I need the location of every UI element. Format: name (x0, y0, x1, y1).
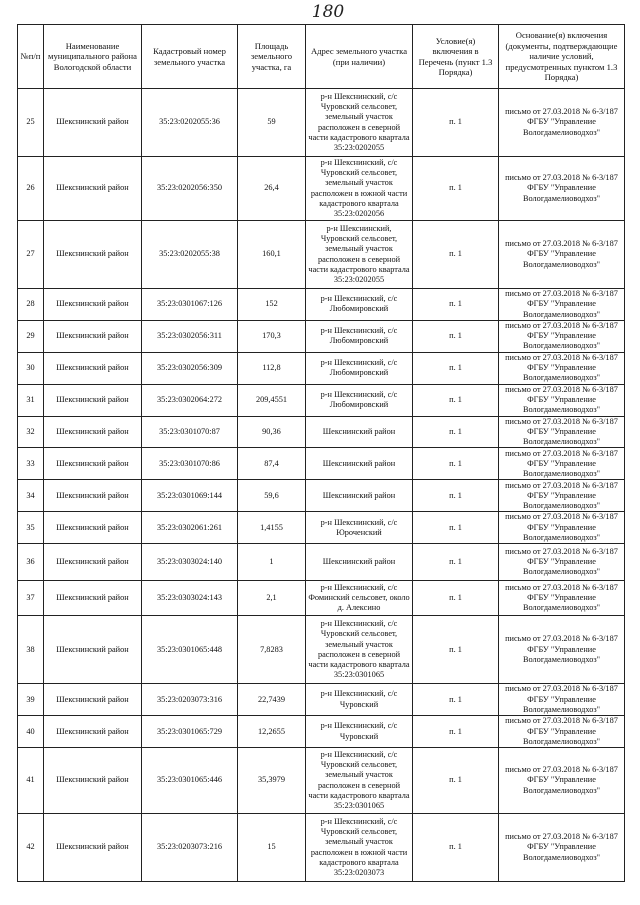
basis-cell: письмо от 27.03.2018 № 6-3/187 ФГБУ "Управление Вологдамелиоводхоз" (499, 289, 625, 321)
cadastral-cell: 35:23:0301065:729 (142, 716, 238, 748)
cadastral-cell: 35:23:0203073:316 (142, 684, 238, 716)
cadastral-cell: 35:23:0302056:309 (142, 352, 238, 384)
table-row (18, 157, 625, 221)
district-cell: Шекснинский район (44, 684, 142, 716)
row-number: 38 (18, 616, 44, 684)
row-number: 36 (18, 544, 44, 581)
address-cell: р-н Шекснинский, Чуровский сельсовет, земельный участок расположен в северной части кадастрового квартала 35:23:0202055 (306, 221, 413, 289)
cadastral-cell: 35:23:0202056:350 (142, 157, 238, 221)
basis-cell: письмо от 27.03.2018 № 6-3/187 ФГБУ "Управление Вологдамелиоводхоз" (499, 384, 625, 416)
basis-cell: письмо от 27.03.2018 № 6-3/187 ФГБУ "Управление Вологдамелиоводхоз" (499, 352, 625, 384)
cadastral-cell: 35:23:0301069:144 (142, 480, 238, 512)
cadastral-cell: 35:23:0301065:446 (142, 748, 238, 814)
cadastral-cell: 35:23:0202055:36 (142, 89, 238, 157)
address-cell: Шекснинский район (306, 416, 413, 448)
area-cell: 35,3979 (238, 748, 306, 814)
address-cell: Шекснинский район (306, 480, 413, 512)
basis-cell: письмо от 27.03.2018 № 6-3/187 ФГБУ "Управление Вологдамелиоводхоз" (499, 716, 625, 748)
row-number: 27 (18, 221, 44, 289)
cadastral-cell: 35:23:0301070:86 (142, 448, 238, 480)
cadastral-cell: 35:23:0302064:272 (142, 384, 238, 416)
area-cell: 26,4 (238, 157, 306, 221)
district-cell: Шекснинский район (44, 616, 142, 684)
cadastral-cell: 35:23:0303024:140 (142, 544, 238, 581)
condition-cell: п. 1 (413, 512, 499, 544)
table-row (18, 480, 625, 512)
row-number: 39 (18, 684, 44, 716)
district-cell: Шекснинский район (44, 544, 142, 581)
basis-cell: письмо от 27.03.2018 № 6-3/187 ФГБУ "Управление Вологдамелиоводхоз" (499, 581, 625, 616)
district-cell: Шекснинский район (44, 384, 142, 416)
header-cell-condition: Условие(я) включения в Перечень (пункт 1.3 Порядка) (413, 25, 499, 89)
row-number: 31 (18, 384, 44, 416)
table-row (18, 289, 625, 321)
area-cell: 22,7439 (238, 684, 306, 716)
area-cell: 15 (238, 814, 306, 882)
area-cell: 90,36 (238, 416, 306, 448)
basis-cell: письмо от 27.03.2018 № 6-3/187 ФГБУ "Управление Вологдамелиоводхоз" (499, 89, 625, 157)
condition-cell: п. 1 (413, 616, 499, 684)
row-number: 42 (18, 814, 44, 882)
address-cell: р-н Шекснинский, с/с Любомировский (306, 320, 413, 352)
basis-cell: письмо от 27.03.2018 № 6-3/187 ФГБУ "Управление Вологдамелиоводхоз" (499, 157, 625, 221)
condition-cell: п. 1 (413, 544, 499, 581)
row-number: 29 (18, 320, 44, 352)
district-cell: Шекснинский район (44, 716, 142, 748)
district-cell: Шекснинский район (44, 416, 142, 448)
basis-cell: письмо от 27.03.2018 № 6-3/187 ФГБУ "Управление Вологдамелиоводхоз" (499, 616, 625, 684)
table-row (18, 512, 625, 544)
district-cell: Шекснинский район (44, 581, 142, 616)
condition-cell: п. 1 (413, 581, 499, 616)
row-number: 25 (18, 89, 44, 157)
district-cell: Шекснинский район (44, 352, 142, 384)
basis-cell: письмо от 27.03.2018 № 6-3/187 ФГБУ "Управление Вологдамелиоводхоз" (499, 480, 625, 512)
table-row (18, 748, 625, 814)
area-cell: 1 (238, 544, 306, 581)
page-number: 180 (311, 2, 345, 22)
address-cell: р-н Шекснинский, с/с Любомировский (306, 352, 413, 384)
basis-cell: письмо от 27.03.2018 № 6-3/187 ФГБУ "Управление Вологдамелиоводхоз" (499, 814, 625, 882)
basis-cell: письмо от 27.03.2018 № 6-3/187 ФГБУ "Управление Вологдамелиоводхоз" (499, 512, 625, 544)
condition-cell: п. 1 (413, 289, 499, 321)
basis-cell: письмо от 27.03.2018 № 6-3/187 ФГБУ "Управление Вологдамелиоводхоз" (499, 684, 625, 716)
basis-cell: письмо от 27.03.2018 № 6-3/187 ФГБУ "Управление Вологдамелиоводхоз" (499, 448, 625, 480)
header-row (18, 25, 625, 89)
row-number: 28 (18, 289, 44, 321)
header-cell-area: Площадь земельного участка, га (238, 25, 306, 89)
area-cell: 209,4551 (238, 384, 306, 416)
cadastral-cell: 35:23:0203073:216 (142, 814, 238, 882)
condition-cell: п. 1 (413, 448, 499, 480)
row-number: 33 (18, 448, 44, 480)
cadastral-cell: 35:23:0303024:143 (142, 581, 238, 616)
basis-cell: письмо от 27.03.2018 № 6-3/187 ФГБУ "Управление Вологдамелиоводхоз" (499, 748, 625, 814)
address-cell: р-н Шекснинский, с/с Чуровский (306, 716, 413, 748)
table-row (18, 616, 625, 684)
cadastral-cell: 35:23:0302056:311 (142, 320, 238, 352)
row-number: 26 (18, 157, 44, 221)
address-cell: р-н Шекснинский, с/с Чуровский сельсовет, земельный участок расположен в северной части кадастрового квартала 35:23:0301065 (306, 616, 413, 684)
header-cell-address: Адрес земельного участка (при наличии) (306, 25, 413, 89)
land-registry-table (17, 24, 625, 882)
basis-cell: письмо от 27.03.2018 № 6-3/187 ФГБУ "Управление Вологдамелиоводхоз" (499, 416, 625, 448)
condition-cell: п. 1 (413, 480, 499, 512)
district-cell: Шекснинский район (44, 89, 142, 157)
address-cell: р-н Шекснинский, с/с Чуровский сельсовет, земельный участок расположен в северной части кадастрового квартала 35:23:0301065 (306, 748, 413, 814)
header-cell-cadastral: Кадастровый номер земельного участка (142, 25, 238, 89)
table-row (18, 684, 625, 716)
area-cell: 2,1 (238, 581, 306, 616)
condition-cell: п. 1 (413, 221, 499, 289)
district-cell: Шекснинский район (44, 221, 142, 289)
cadastral-cell: 35:23:0202055:38 (142, 221, 238, 289)
condition-cell: п. 1 (413, 384, 499, 416)
area-cell: 7,8283 (238, 616, 306, 684)
table-row (18, 352, 625, 384)
table-row (18, 416, 625, 448)
row-number: 35 (18, 512, 44, 544)
condition-cell: п. 1 (413, 157, 499, 221)
district-cell: Шекснинский район (44, 814, 142, 882)
condition-cell: п. 1 (413, 320, 499, 352)
basis-cell: письмо от 27.03.2018 № 6-3/187 ФГБУ "Управление Вологдамелиоводхоз" (499, 320, 625, 352)
district-cell: Шекснинский район (44, 512, 142, 544)
district-cell: Шекснинский район (44, 448, 142, 480)
row-number: 30 (18, 352, 44, 384)
row-number: 37 (18, 581, 44, 616)
address-cell: р-н Шекснинский, с/с Юроченский (306, 512, 413, 544)
address-cell: р-н Шекснинский, с/с Фоминский сельсовет, около д. Алексино (306, 581, 413, 616)
condition-cell: п. 1 (413, 89, 499, 157)
cadastral-cell: 35:23:0301070:87 (142, 416, 238, 448)
address-cell: р-н Шекснинский, с/с Чуровский сельсовет, земельный участок расположен в южной части кадастрового квартала 35:23:0202056 (306, 157, 413, 221)
district-cell: Шекснинский район (44, 748, 142, 814)
basis-cell: письмо от 27.03.2018 № 6-3/187 ФГБУ "Управление Вологдамелиоводхоз" (499, 221, 625, 289)
row-number: 40 (18, 716, 44, 748)
condition-cell: п. 1 (413, 716, 499, 748)
address-cell: Шекснинский район (306, 448, 413, 480)
table-row (18, 814, 625, 882)
row-number: 32 (18, 416, 44, 448)
header-cell-number: №п/п (18, 25, 44, 89)
address-cell: р-н Шекснинский, с/с Чуровский (306, 684, 413, 716)
table-row (18, 716, 625, 748)
condition-cell: п. 1 (413, 352, 499, 384)
area-cell: 59 (238, 89, 306, 157)
table-row (18, 221, 625, 289)
table-row (18, 384, 625, 416)
condition-cell: п. 1 (413, 748, 499, 814)
condition-cell: п. 1 (413, 684, 499, 716)
area-cell: 59,6 (238, 480, 306, 512)
condition-cell: п. 1 (413, 416, 499, 448)
district-cell: Шекснинский район (44, 289, 142, 321)
cadastral-cell: 35:23:0301067:126 (142, 289, 238, 321)
table-row (18, 320, 625, 352)
area-cell: 87,4 (238, 448, 306, 480)
header-cell-district: Наименование муниципального района Вологодской области (44, 25, 142, 89)
row-number: 41 (18, 748, 44, 814)
table-row (18, 581, 625, 616)
table-row (18, 544, 625, 581)
table-row (18, 448, 625, 480)
cadastral-cell: 35:23:0302061:261 (142, 512, 238, 544)
cadastral-cell: 35:23:0301065:448 (142, 616, 238, 684)
area-cell: 152 (238, 289, 306, 321)
address-cell: р-н Шекснинский, с/с Любомировский (306, 384, 413, 416)
condition-cell: п. 1 (413, 814, 499, 882)
area-cell: 12,2655 (238, 716, 306, 748)
area-cell: 170,3 (238, 320, 306, 352)
table-row (18, 89, 625, 157)
header-cell-basis: Основание(я) включения (документы, подтверждающие наличие условий, предусмотренных пунктом 1.3 Порядка) (499, 25, 625, 89)
address-cell: р-н Шекснинский, с/с Чуровский сельсовет, земельный участок расположен в южной части кадастрового квартала 35:23:0203073 (306, 814, 413, 882)
address-cell: Шекснинский район (306, 544, 413, 581)
district-cell: Шекснинский район (44, 320, 142, 352)
row-number: 34 (18, 480, 44, 512)
area-cell: 160,1 (238, 221, 306, 289)
address-cell: р-н Шекснинский, с/с Любомировский (306, 289, 413, 321)
area-cell: 1,4155 (238, 512, 306, 544)
area-cell: 112,8 (238, 352, 306, 384)
basis-cell: письмо от 27.03.2018 № 6-3/187 ФГБУ "Управление Вологдамелиоводхоз" (499, 544, 625, 581)
address-cell: р-н Шекснинский, с/с Чуровский сельсовет, земельный участок расположен в северной части кадастрового квартала 35:23:0202055 (306, 89, 413, 157)
district-cell: Шекснинский район (44, 157, 142, 221)
district-cell: Шекснинский район (44, 480, 142, 512)
